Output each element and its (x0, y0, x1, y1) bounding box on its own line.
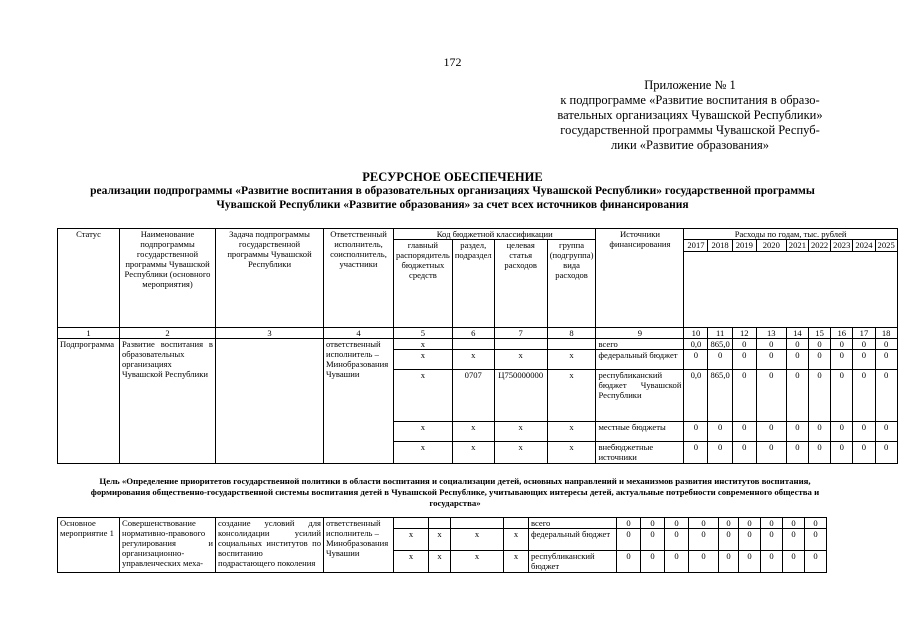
expense-value: 0 (786, 339, 808, 350)
expense-value: 0 (756, 370, 786, 422)
table-row (58, 518, 827, 529)
expense-value: 0 (708, 422, 732, 442)
expense-value: 0 (617, 551, 641, 573)
code-grbs: x (394, 551, 429, 573)
year-cell: 2019 (732, 240, 756, 252)
code-group: x (504, 529, 529, 551)
expense-value: 0 (786, 422, 808, 442)
row-executor: ответственный исполнитель – Минобразования Чувашии (324, 339, 394, 464)
expense-value: 0 (783, 551, 805, 573)
expense-value: 0 (831, 350, 853, 370)
expense-value: 0 (783, 529, 805, 551)
expense-value: 0 (875, 442, 897, 464)
code-section (429, 518, 451, 529)
expense-value: 0 (783, 518, 805, 529)
event-table (57, 517, 827, 573)
year-cell: 2018 (708, 240, 732, 252)
expense-value: 0 (641, 529, 665, 551)
expense-value: 0 (808, 339, 830, 350)
appendix-line: Приложение № 1 (644, 78, 736, 92)
column-number: 6 (452, 328, 494, 339)
code-group: x (547, 442, 596, 464)
expense-value: 0 (708, 350, 732, 370)
code-grbs: x (394, 339, 453, 350)
code-group: x (504, 551, 529, 573)
header-expenses: Расходы по годам, тыс. рублей (684, 229, 897, 240)
code-section (452, 339, 494, 350)
code-grbs: x (394, 529, 429, 551)
row-task (216, 339, 324, 464)
row-name: Совершенствование нормативно-правового регулирования и организационно-управленческих меха- (120, 518, 216, 573)
column-number: 17 (853, 328, 875, 339)
header-status: Статус (58, 229, 120, 328)
funding-source: всего (529, 518, 617, 529)
header-grbs: главный распорядитель бюджетных средств (394, 240, 453, 328)
year-cell: 2023 (831, 240, 853, 252)
expense-value: 0 (665, 518, 689, 529)
row-task: создание условий для консолидации усилий социальных институтов по воспитанию подрастающего поколения (216, 518, 324, 573)
header-sources: Источники финансирования (596, 229, 684, 328)
code-grbs: x (394, 370, 453, 422)
funding-source: местные бюджеты (596, 422, 684, 442)
funding-source: федеральный бюджет (529, 529, 617, 551)
funding-source: республиканский бюджет Чувашской Республики (596, 370, 684, 422)
expense-value: 0 (805, 518, 827, 529)
goal-text: Цель «Определение приоритетов государственной политики в области воспитания и социализации детей, основных направлений и механизмов развития институтов воспитания, формирования общественно-государственной системы воспитания детей в Чувашской Республике, учитывающих интересы детей, актуальные потребности современного общества и государства» (90, 476, 820, 508)
year-cell: 2024 (853, 240, 875, 252)
code-target: x (494, 350, 547, 370)
expense-value: 865,0 (708, 339, 732, 350)
expense-value: 0 (831, 422, 853, 442)
page-number: 172 (443, 55, 462, 69)
appendix-line: к подпрограмме «Развитие воспитания в образо- (560, 93, 820, 107)
column-number: 8 (547, 328, 596, 339)
expense-value: 0 (684, 350, 708, 370)
code-section: 0707 (452, 370, 494, 422)
code-grbs (394, 518, 429, 529)
expense-value: 0,0 (684, 339, 708, 350)
code-section: x (452, 442, 494, 464)
expense-value: 0 (831, 339, 853, 350)
expense-value: 0 (756, 339, 786, 350)
expense-value: 0 (732, 350, 756, 370)
column-number: 14 (786, 328, 808, 339)
expense-value: 0 (641, 551, 665, 573)
code-grbs: x (394, 442, 453, 464)
expense-value: 0 (756, 350, 786, 370)
expense-value: 0 (875, 339, 897, 350)
code-grbs: x (394, 422, 453, 442)
code-target: x (494, 442, 547, 464)
resource-table (57, 228, 898, 464)
expense-value: 0 (684, 442, 708, 464)
funding-source: республиканский бюджет (529, 551, 617, 573)
code-section: x (452, 350, 494, 370)
code-grbs: x (394, 350, 453, 370)
year-cell: 2025 (875, 240, 897, 252)
expense-value: 0 (732, 339, 756, 350)
header-target: целевая статья расходов (494, 240, 547, 328)
code-target (451, 518, 504, 529)
expense-value: 0 (875, 350, 897, 370)
code-group (504, 518, 529, 529)
header-budget-code: Код бюджетной классификации (394, 229, 596, 240)
expense-value: 0 (786, 442, 808, 464)
expense-value: 0 (739, 529, 761, 551)
expense-value: 0 (689, 529, 719, 551)
expense-value: 0 (689, 518, 719, 529)
code-group (547, 339, 596, 350)
year-spacer (684, 252, 897, 328)
expense-value: 0 (684, 422, 708, 442)
expense-value: 0 (732, 422, 756, 442)
column-number: 16 (831, 328, 853, 339)
code-target: Ц750000000 (494, 370, 547, 422)
year-cell: 2021 (786, 240, 808, 252)
year-cell: 2020 (756, 240, 786, 252)
code-section: x (429, 529, 451, 551)
header-group: группа (подгруппа) вида расходов (547, 240, 596, 328)
header-section: раздел, подраздел (452, 240, 494, 328)
expense-value: 0 (719, 529, 739, 551)
expense-value: 0 (708, 442, 732, 464)
code-group: x (547, 422, 596, 442)
year-cell: 2022 (808, 240, 830, 252)
row-status: Основное мероприятие 1 (58, 518, 120, 573)
expense-value: 0 (786, 370, 808, 422)
expense-value: 0 (739, 551, 761, 573)
expense-value: 0 (761, 529, 783, 551)
appendix-line: лики «Развитие образования» (610, 138, 770, 152)
column-number: 1 (58, 328, 120, 339)
row-executor: ответственный исполнитель – Минобразования Чувашии (324, 518, 394, 573)
row-status: Подпрограмма (58, 339, 120, 464)
expense-value: 0 (761, 551, 783, 573)
code-target: x (451, 551, 504, 573)
code-target: x (451, 529, 504, 551)
expense-value: 0 (719, 518, 739, 529)
expense-value: 0 (853, 442, 875, 464)
expense-value: 0 (805, 551, 827, 573)
expense-value: 0 (808, 442, 830, 464)
expense-value: 0 (853, 370, 875, 422)
code-target: x (494, 422, 547, 442)
expense-value: 0 (732, 442, 756, 464)
document-subtitle: реализации подпрограммы «Развитие воспитания в образовательных организациях Чувашской Республики» государственной программы Чувашской Республики «Развитие образования» за счет всех источников финансирования (90, 185, 815, 211)
expense-value: 0 (719, 551, 739, 573)
column-number: 2 (120, 328, 216, 339)
column-number: 5 (394, 328, 453, 339)
code-section: x (429, 551, 451, 573)
expense-value: 0 (665, 529, 689, 551)
column-number: 10 (684, 328, 708, 339)
row-name: Развитие воспитания в образовательных организациях Чувашской Республики (120, 339, 216, 464)
column-number: 12 (732, 328, 756, 339)
expense-value: 0 (756, 442, 786, 464)
expense-value: 0 (853, 422, 875, 442)
code-group: x (547, 370, 596, 422)
expense-value: 0 (641, 518, 665, 529)
column-number: 13 (756, 328, 786, 339)
year-cell: 2017 (684, 240, 708, 252)
expense-value: 0 (875, 370, 897, 422)
code-target (494, 339, 547, 350)
expense-value: 0 (617, 518, 641, 529)
column-number: 15 (808, 328, 830, 339)
expense-value: 0 (732, 370, 756, 422)
expense-value: 0 (831, 442, 853, 464)
header-executor: Ответственный исполнитель, соисполнитель, участники (324, 229, 394, 328)
code-section: x (452, 422, 494, 442)
expense-value: 0 (808, 350, 830, 370)
header-name: Наименование подпрограммы государственной программы Чувашской Республики (основного мероприятия) (120, 229, 216, 328)
column-number: 9 (596, 328, 684, 339)
expense-value: 0,0 (684, 370, 708, 422)
column-number: 3 (216, 328, 324, 339)
funding-source: внебюджетные источники (596, 442, 684, 464)
expense-value: 865,0 (708, 370, 732, 422)
expense-value: 0 (689, 551, 719, 573)
expense-value: 0 (875, 422, 897, 442)
funding-source: федеральный бюджет (596, 350, 684, 370)
expense-value: 0 (739, 518, 761, 529)
funding-source: всего (596, 339, 684, 350)
document-title: РЕСУРСНОЕ ОБЕСПЕЧЕНИЕ (362, 170, 543, 184)
column-number: 7 (494, 328, 547, 339)
appendix-line: государственной программы Чувашской Респуб- (560, 123, 820, 137)
column-number: 4 (324, 328, 394, 339)
expense-value: 0 (853, 350, 875, 370)
appendix-block (530, 78, 850, 153)
expense-value: 0 (617, 529, 641, 551)
header-task: Задача подпрограммы государственной программы Чувашской Республики (216, 229, 324, 328)
expense-value: 0 (853, 339, 875, 350)
table-row (58, 339, 898, 350)
column-number: 11 (708, 328, 732, 339)
expense-value: 0 (756, 422, 786, 442)
expense-value: 0 (805, 529, 827, 551)
appendix-line: вательных организациях Чувашской Республики» (557, 108, 823, 122)
expense-value: 0 (831, 370, 853, 422)
expense-value: 0 (808, 422, 830, 442)
expense-value: 0 (786, 350, 808, 370)
code-group: x (547, 350, 596, 370)
expense-value: 0 (665, 551, 689, 573)
expense-value: 0 (808, 370, 830, 422)
expense-value: 0 (761, 518, 783, 529)
column-number: 18 (875, 328, 897, 339)
